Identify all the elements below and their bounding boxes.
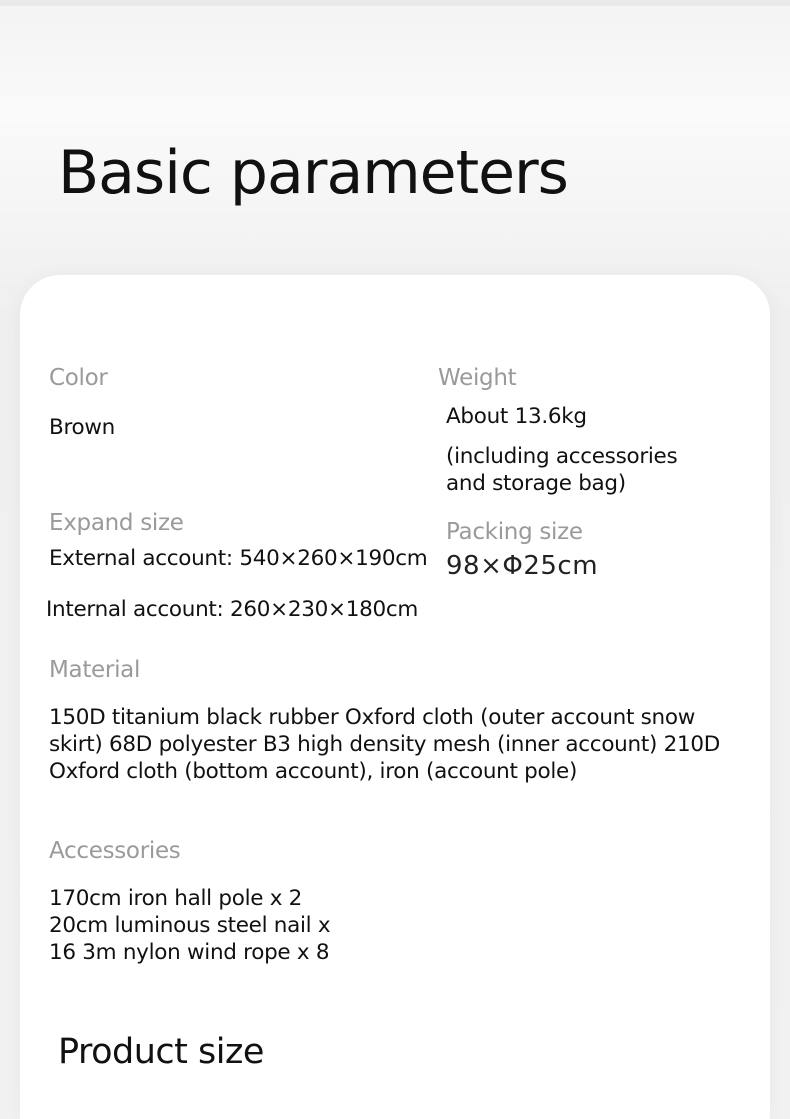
accessories-line: 20cm luminous steel nail x <box>49 913 331 938</box>
weight-line: About 13.6kg <box>446 404 587 429</box>
packing-size-value: 98×Φ25cm <box>446 551 599 581</box>
expand-size-internal: Internal account: 260×230×180cm <box>46 597 419 622</box>
material-label: Material <box>49 657 141 683</box>
page-title: Basic parameters <box>58 138 568 208</box>
parameters-card <box>20 275 770 1119</box>
accessories-line: 16 3m nylon wind rope x 8 <box>49 940 330 965</box>
accessories-label: Accessories <box>49 838 181 864</box>
expand-size-label: Expand size <box>49 510 184 536</box>
accessories-line: 170cm iron hall pole x 2 <box>49 886 303 911</box>
expand-size-external: External account: 540×260×190cm <box>49 546 428 571</box>
weight-line: (including accessories <box>446 444 678 469</box>
color-value: Brown <box>49 415 115 440</box>
top-band <box>0 0 790 6</box>
product-size-title: Product size <box>58 1032 264 1072</box>
packing-size-label: Packing size <box>446 519 583 545</box>
weight-label: Weight <box>438 365 517 391</box>
material-line: 150D titanium black rubber Oxford cloth (outer account snow <box>49 705 696 730</box>
material-line: Oxford cloth (bottom account), iron (account pole) <box>49 759 578 784</box>
color-label: Color <box>49 365 108 391</box>
weight-line: and storage bag) <box>446 471 626 496</box>
material-line: skirt) 68D polyester B3 high density mesh (inner account) 210D <box>49 732 720 757</box>
